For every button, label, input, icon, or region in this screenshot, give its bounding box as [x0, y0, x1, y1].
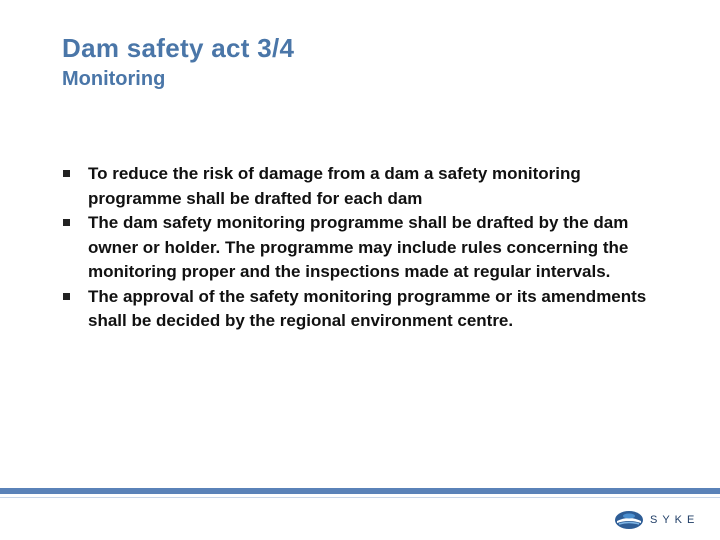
slide-subtitle: Monitoring [62, 68, 166, 90]
logo-text: SYKE [650, 514, 700, 526]
slide-title: Dam safety act 3/4 [62, 33, 295, 63]
bullet-item [62, 162, 662, 211]
footer-divider [0, 497, 720, 498]
bullet-item [62, 285, 662, 334]
footer-bar [0, 488, 720, 494]
square-bullet-icon [63, 170, 70, 177]
bullet-list [62, 162, 662, 334]
bullet-text: The approval of the safety monitoring programme or its amendments shall be decided by the regional environment centre. [88, 286, 647, 330]
syke-logo-icon [614, 509, 644, 531]
syke-logo [614, 508, 699, 532]
square-bullet-icon [63, 293, 70, 300]
square-bullet-icon [63, 219, 70, 226]
bullet-text: The dam safety monitoring programme shall be drafted by the dam owner or holder. The programme may include rules concerning the monitoring proper and the inspections made at regular intervals. [88, 213, 629, 281]
bullet-item [62, 211, 662, 285]
bullet-text: To reduce the risk of damage from a dam a safety monitoring programme shall be drafted for each dam [88, 164, 581, 208]
